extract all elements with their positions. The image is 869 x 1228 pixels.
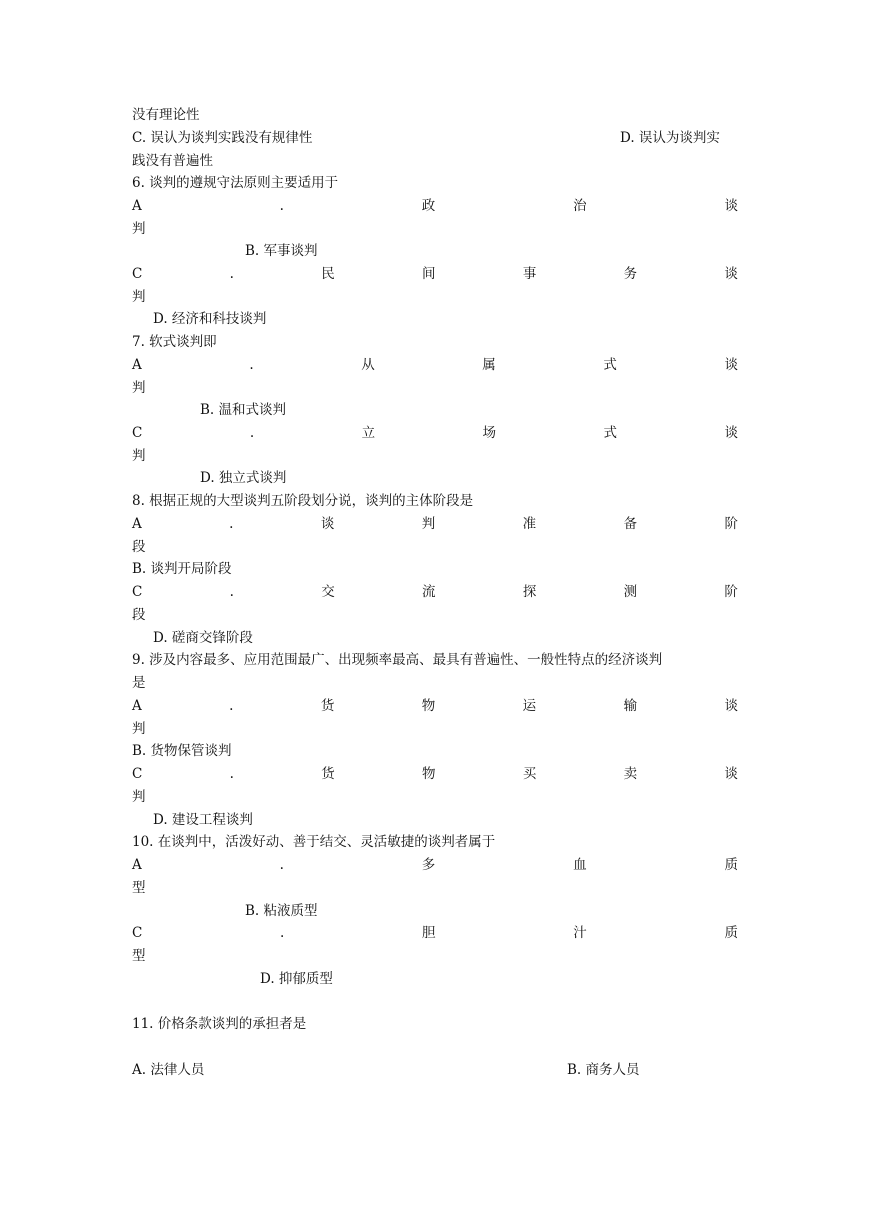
option-cell: C — [132, 766, 143, 782]
option-c-line — [132, 127, 738, 150]
option-b: B. 货物保管谈判 — [132, 743, 232, 759]
option-cell: 立 — [361, 425, 376, 441]
option-cell: 谈 — [724, 266, 738, 282]
option-cell: 阶 — [724, 584, 738, 600]
text-line: 是 — [132, 675, 146, 691]
option-cell: 治 — [573, 198, 587, 214]
option-cell: 质 — [724, 857, 738, 873]
text-line: 判 — [132, 380, 146, 396]
option-cell: . — [280, 925, 285, 941]
option-a-line — [132, 854, 738, 877]
option-a-line — [132, 513, 738, 536]
option-cell: A — [132, 698, 142, 714]
option-cell: 阶 — [724, 516, 738, 532]
option-a: A. 法律人员 — [132, 1062, 205, 1078]
option-c: C. 误认为谈判实践没有规律性 — [132, 130, 313, 146]
option-cell: 输 — [623, 698, 638, 714]
text-line: 段 — [132, 539, 146, 555]
option-c-line — [132, 581, 738, 604]
option-cell: 物 — [421, 698, 436, 714]
option-c-line — [132, 922, 738, 945]
text-line: 判 — [132, 789, 146, 805]
question-11: 11. 价格条款谈判的承担者是 — [132, 1016, 307, 1032]
option-b: B. 温和式谈判 — [200, 402, 287, 418]
option-cell: 谈 — [724, 357, 738, 373]
option-cell: 物 — [422, 766, 436, 782]
option-b: B. 军事谈判 — [245, 243, 318, 259]
option-cell: . — [249, 357, 254, 373]
option-cell: 胆 — [422, 925, 436, 941]
option-cell: 测 — [623, 584, 638, 600]
option-cell: C — [132, 584, 143, 600]
option-cell: A — [132, 857, 142, 873]
option-cell: 交 — [321, 584, 335, 600]
question-9: 9. 涉及内容最多、应用范围最广、出现频率最高、最具有普遍性、一般性特点的经济谈判 — [132, 652, 663, 668]
text-line: 型 — [132, 880, 146, 896]
option-cell: 汁 — [573, 925, 587, 941]
option-cell: 质 — [724, 925, 738, 941]
option-b: B. 商务人员 — [567, 1062, 640, 1078]
option-cell: 从 — [361, 357, 375, 373]
option-cell: A — [132, 198, 142, 214]
option-cell: . — [229, 516, 234, 532]
option-cell: C — [132, 266, 143, 282]
option-cell: 运 — [522, 698, 537, 714]
option-cell: 多 — [421, 857, 436, 873]
option-c-line — [132, 422, 738, 445]
option-cell: 谈 — [724, 766, 738, 782]
text-line: 践没有普遍性 — [132, 153, 213, 169]
option-cell: 货 — [320, 698, 335, 714]
option-cell: . — [249, 425, 255, 441]
option-cell: 买 — [522, 766, 537, 782]
option-cell: 卖 — [623, 766, 638, 782]
question-6: 6. 谈判的遵规守法原则主要适用于 — [132, 175, 339, 191]
option-cell: . — [279, 198, 284, 214]
option-d: D. 磋商交锋阶段 — [153, 630, 253, 646]
option-cell: . — [229, 584, 234, 600]
option-cell: 间 — [422, 266, 436, 282]
option-d: D. 经济和科技谈判 — [153, 311, 267, 327]
option-cell: 准 — [522, 516, 537, 532]
option-cell: 务 — [623, 266, 638, 282]
option-cell: 属 — [482, 357, 496, 373]
option-cell: . — [229, 266, 234, 282]
option-d: D. 抑郁质型 — [260, 971, 333, 987]
option-cell: 式 — [603, 425, 618, 441]
option-b: B. 谈判开局阶段 — [132, 561, 232, 577]
option-a-line — [132, 695, 738, 718]
option-cell: 探 — [522, 584, 537, 600]
question-7: 7. 软式谈判即 — [132, 334, 217, 350]
option-cell: 备 — [623, 516, 638, 532]
option-cell: 场 — [482, 425, 497, 441]
text-line: 判 — [132, 721, 146, 737]
option-cell: 民 — [321, 266, 335, 282]
option-cell: . — [279, 857, 284, 873]
option-a-line — [132, 195, 738, 218]
option-cell: C — [132, 425, 143, 441]
question-8: 8. 根据正规的大型谈判五阶段划分说，谈判的主体阶段是 — [132, 493, 474, 509]
option-cell: 血 — [573, 857, 587, 873]
option-cell: . — [229, 766, 234, 782]
option-ab-line — [132, 1059, 738, 1082]
option-cell: 谈 — [724, 198, 738, 214]
text-line: 段 — [132, 607, 146, 623]
option-cell: 事 — [522, 266, 537, 282]
option-cell: 货 — [321, 766, 335, 782]
option-cell: A — [132, 516, 142, 532]
option-d: D. 独立式谈判 — [200, 470, 287, 486]
text-line: 判 — [132, 221, 146, 237]
text-line: 判 — [132, 289, 146, 305]
text-line: 判 — [132, 448, 146, 464]
question-10: 10. 在谈判中，活泼好动、善于结交、灵活敏捷的谈判者属于 — [132, 834, 496, 850]
option-cell: . — [229, 698, 234, 714]
option-cell: 谈 — [724, 425, 738, 441]
option-d: D. 建设工程谈判 — [153, 812, 253, 828]
option-cell: A — [132, 357, 142, 373]
option-c-line — [132, 763, 738, 786]
option-cell: 政 — [421, 198, 436, 214]
text-line: 没有理论性 — [132, 107, 200, 123]
option-cell: C — [132, 925, 143, 941]
option-cell: 式 — [603, 357, 617, 373]
option-d: D. 误认为谈判实 — [620, 130, 720, 146]
option-cell: 谈 — [320, 516, 335, 532]
option-b: B. 粘液质型 — [245, 903, 318, 919]
option-cell: 谈 — [724, 698, 738, 714]
option-cell: 流 — [422, 584, 436, 600]
text-line: 型 — [132, 948, 146, 964]
option-c-line — [132, 263, 738, 286]
option-cell: 判 — [421, 516, 436, 532]
option-a-line — [132, 354, 738, 377]
